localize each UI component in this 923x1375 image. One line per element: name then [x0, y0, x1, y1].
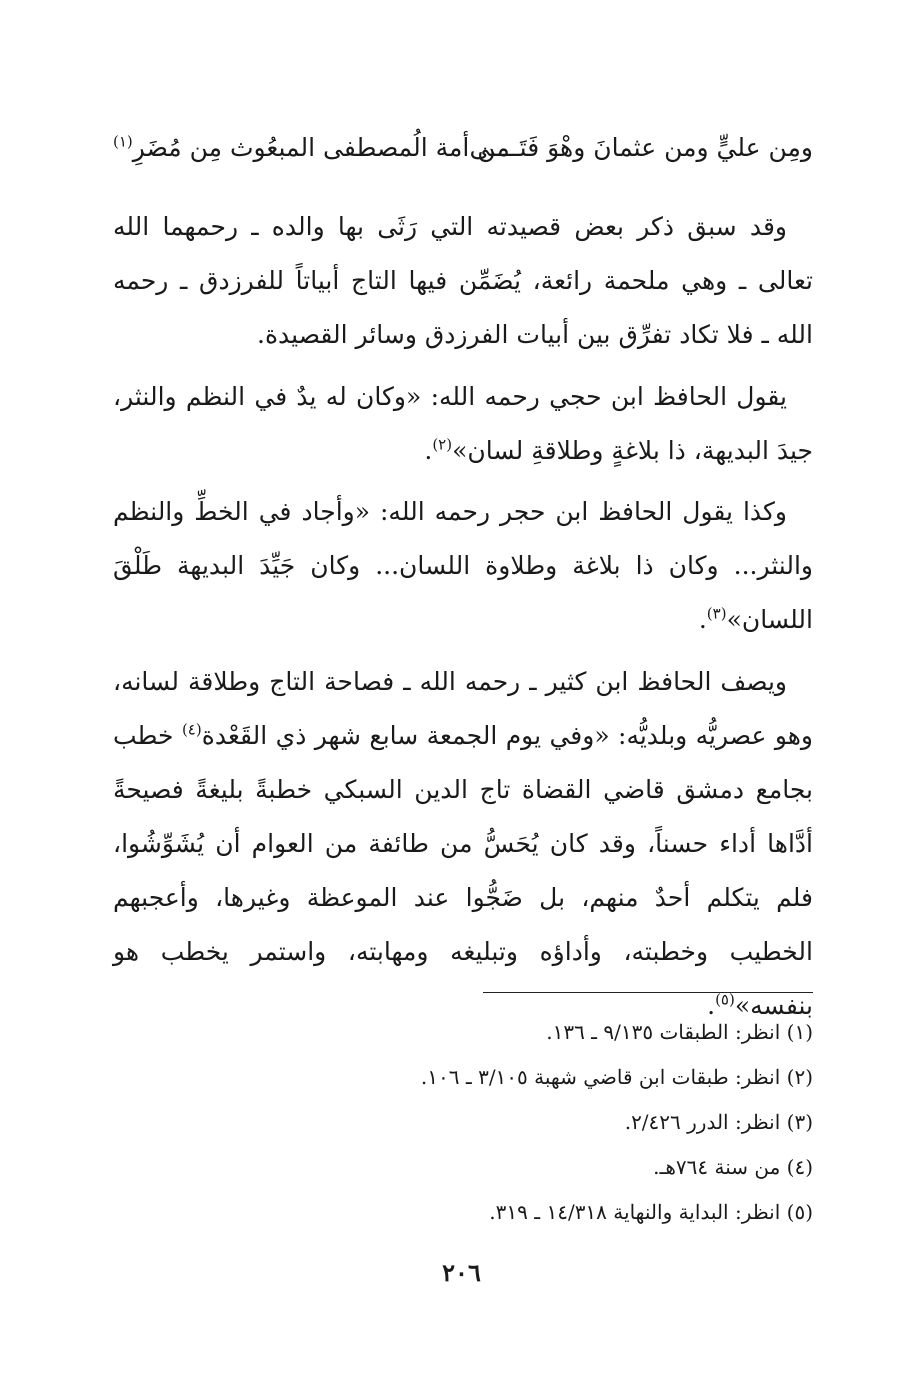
paragraph-elegy-text: وقد سبق ذكر بعض قصيدته التي رَثَى بها والده ـ رحمهما الله تعالى ـ وهي ملحمة رائعة، يُضَمِّن فيها التاج أبياتاً للفرزدق ـ رحمه الله ـ فلا تكاد تفرِّق بين أبيات الفرزدق وسائر القصيدة. [113, 212, 813, 349]
footnote-ref-5: (٥) [715, 990, 735, 1009]
footnote-ref-3: (٣) [706, 604, 727, 623]
page-number: ٢٠٦ [442, 1258, 481, 1287]
paragraph-ibn-kathir-text: ويصف الحافظ ابن كثير ـ رحمه الله ـ فصاحة التاج وطلاقة لسانه، وهو عصريُّه وبلديُّه: «وفي يوم الجمعة سابع شهر ذي القَعْدة [113, 667, 813, 750]
paragraph-ibn-hajar-quote [113, 485, 813, 647]
footnote-ref-1: (١) [113, 132, 133, 151]
paragraph-ibn-kathir-text-continued: خطب بجامع دمشق قاضي القضاة تاج الدين السبكي خطبةً بليغةً فصيحةً أدَّاها أداء حسناً، وقد كان يُحَسُّ من طائفة من العوام أن يُشَوِّشُوا، فلم يتكلم أحدٌ منهم، بل ضَجُّوا عند الموعظة وغيرها، وأعجبهم الخطيب وخطبته، وأداؤه وتبليغه ومهابته، واستمر يخطب هو بنفسه» [113, 721, 813, 1020]
paragraph-ibn-hijji-quote [113, 370, 813, 478]
verse-first-hemistich-text: ومِن عليٍّ ومن عثمانَ وهْوَ فَتَــــى [469, 133, 813, 162]
footnote-ref-4: (٤) [181, 720, 202, 739]
paragraph-end-mark: . [424, 436, 433, 465]
paragraph-end-mark: . [698, 605, 707, 634]
footnote-item: (٣) انظر: الدرر ٢/٤٢٦. [624, 1110, 813, 1134]
verse-second-hemistich-text: من أمة الُمصطفى المبعُوث مِن مُضَرِ [132, 133, 510, 162]
verse-first-hemistich [470, 126, 813, 170]
paragraph-ibn-hijji-text: يقول الحافظ ابن حجي رحمه الله: «وكان له يدٌ في النظم والنثر، جيدَ البديهة، ذا بلاغةٍ وطلاقةِ لسان» [113, 382, 813, 465]
paragraph-elegy [113, 200, 813, 362]
footnotes-list [113, 1010, 813, 1235]
paragraph-end-mark: . [707, 991, 716, 1020]
footnote-ref-2: (٢) [432, 435, 453, 454]
verse-second-hemistich [113, 126, 510, 170]
paragraph-ibn-hajar-text: وكذا يقول الحافظ ابن حجر رحمه الله: «وأجاد في الخطِّ والنظم والنثر... وكان ذا بلاغة وطلاوة اللسان... وكان جَيِّدَ البديهة طَلْقَ اللسان» [113, 497, 813, 634]
footnote-item: (٥) انظر: البداية والنهاية ١٤/٣١٨ ـ ٣١٩. [489, 1200, 813, 1224]
paragraph-ibn-kathir-quote [113, 655, 813, 1033]
footnote-separator [483, 992, 813, 993]
footnote-item: (٢) انظر: طبقات ابن قاضي شهبة ٣/١٠٥ ـ ١٠٦. [420, 1065, 813, 1089]
footnote-item: (١) انظر: الطبقات ٩/١٣٥ ـ ١٣٦. [546, 1020, 813, 1044]
poetry-verse [113, 126, 813, 170]
footnote-item: (٤) من سنة ٧٦٤هـ. [653, 1155, 813, 1179]
